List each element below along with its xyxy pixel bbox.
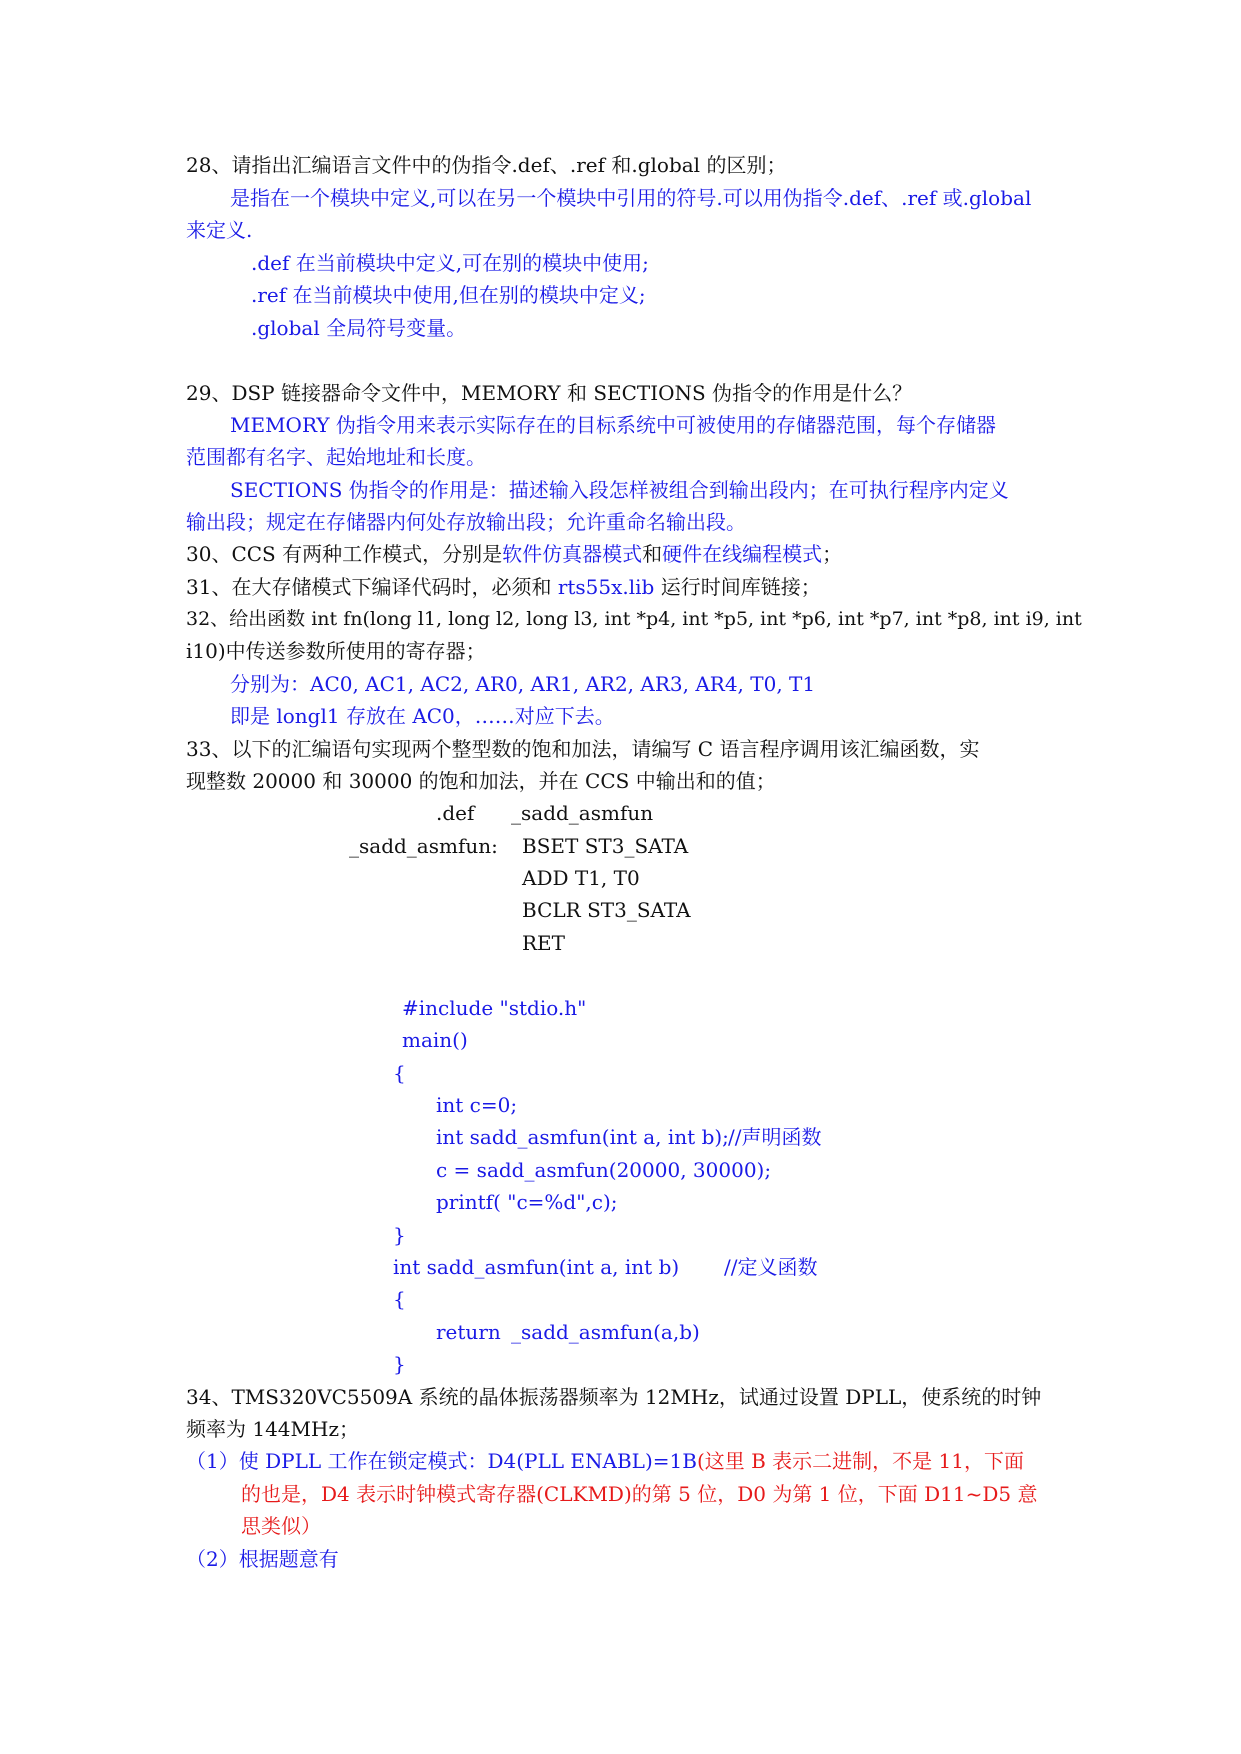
- q29-sections-line1: SECTIONS 伪指令的作用是：描述输入段怎样被组合到输出段内；在可执行程序内定义: [230, 478, 1009, 502]
- c-main: main(): [402, 1028, 468, 1052]
- q34-step1-line2: 的也是，D4 表示时钟模式寄存器(CLKMD)的第 5 位，D0 为第 1 位，下面 D11~D5 意: [241, 1482, 1038, 1506]
- q32-title-line1: 32、给出函数 int fn(long l1, long l2, long l3, int *p4, int *p5, int *p6, int *p7, int *p8, int i9, int: [186, 608, 1082, 630]
- q33-title-line2: 现整数 20000 和 30000 的饱和加法，并在 CCS 中输出和的值；: [186, 769, 776, 793]
- q30-line: [186, 538, 842, 570]
- q30-answer1: 软件仿真器模式: [502, 542, 643, 566]
- q29-memory-line2: 范围都有名字、起始地址和长度。: [186, 445, 486, 469]
- asm-line-bclr: BCLR ST3_SATA: [522, 898, 691, 922]
- asm-line-bset: BSET ST3_SATA: [522, 834, 689, 858]
- q28-answer-line1: 是指在一个模块中定义,可以在另一个模块中引用的符号.可以用伪指令.def、.ref 或.global: [230, 186, 1032, 210]
- q34-step1-line3: 思类似）: [241, 1514, 321, 1538]
- q31-text2: 运行时间库链接；: [660, 575, 821, 599]
- c-main-close-brace: }: [393, 1223, 406, 1247]
- q30-answer2: 硬件在线编程模式: [662, 542, 823, 566]
- q30-text2: 和: [642, 542, 663, 566]
- q32-answer-line1: 分别为：AC0, AC1, AC2, AR0, AR1, AR2, AR3, AR4, T0, T1: [230, 672, 816, 696]
- c-include: #include "stdio.h": [402, 996, 587, 1020]
- q30-text3: ；: [822, 542, 843, 566]
- c-int-declaration: int c=0;: [436, 1093, 518, 1117]
- asm-line-ret: RET: [522, 931, 565, 955]
- c-return-expression: _sadd_asmfun(a,b): [511, 1320, 700, 1344]
- q31-text1: 31、在大存储模式下编译代码时，必须和: [186, 575, 552, 599]
- q28-ref-line: .ref 在当前模块中使用,但在别的模块中定义;: [251, 283, 646, 307]
- q30-text1: 30、CCS 有两种工作模式，分别是: [186, 542, 503, 566]
- asm-line-add: ADD T1, T0: [522, 866, 640, 890]
- asm-def-symbol: _sadd_asmfun: [511, 801, 654, 825]
- c-printf: printf( "c=%d",c);: [436, 1190, 618, 1214]
- c-function-definition: int sadd_asmfun(int a, int b): [393, 1255, 680, 1279]
- q28-def-line: .def 在当前模块中定义,可在别的模块中使用;: [251, 251, 649, 275]
- q34-step1-line1: [186, 1445, 1024, 1477]
- q29-memory-line1: MEMORY 伪指令用来表示实际存在的目标系统中可被使用的存储器范围，每个存储器: [230, 413, 996, 437]
- c-return-keyword: return: [436, 1320, 501, 1344]
- c-def-close-brace: }: [393, 1352, 406, 1376]
- q31-answer: rts55x.lib: [557, 575, 655, 599]
- q32-title-line2: i10)中传送参数所使用的寄存器；: [186, 639, 486, 663]
- c-function-prototype: int sadd_asmfun(int a, int b);: [436, 1125, 729, 1149]
- asm-def-directive: .def: [436, 801, 475, 825]
- q34-title-line1: 34、TMS320VC5509A 系统的晶体振荡器频率为 12MHz，试通过设置 DPLL，使系统的时钟: [186, 1385, 1042, 1409]
- q29-sections-line2: 输出段；规定在存储器内何处存放输出段；允许重命名输出段。: [186, 510, 746, 534]
- q33-title-line1: 33、以下的汇编语句实现两个整型数的饱和加法，请编写 C 语言程序调用该汇编函数，实: [186, 737, 980, 761]
- c-prototype-comment: //声明函数: [728, 1125, 822, 1149]
- q28-title: 28、请指出汇编语言文件中的伪指令.def、.ref 和.global 的区别；: [186, 153, 787, 177]
- q34-title-line2: 频率为 144MHz；: [186, 1417, 359, 1441]
- q34-step1-blue: （1）使 DPLL 工作在锁定模式：D4(PLL ENABL)=1B: [186, 1449, 697, 1473]
- asm-label: _sadd_asmfun:: [349, 834, 498, 858]
- q31-line: [186, 571, 821, 603]
- q29-title: 29、DSP 链接器命令文件中，MEMORY 和 SECTIONS 伪指令的作用是什么？: [186, 381, 913, 405]
- c-def-open-brace: {: [393, 1287, 406, 1311]
- q32-answer-line2: 即是 longl1 存放在 AC0，……对应下去。: [230, 704, 615, 728]
- q28-global-line: .global 全局符号变量。: [251, 316, 467, 340]
- q34-step2: （2）根据题意有: [186, 1547, 339, 1571]
- c-definition-comment: //定义函数: [724, 1255, 818, 1279]
- c-function-call: c = sadd_asmfun(20000, 30000);: [436, 1158, 772, 1182]
- q34-step1-red: (这里 B 表示二进制，不是 11，下面: [696, 1449, 1024, 1473]
- q28-answer-line2: 来定义.: [186, 218, 253, 242]
- c-main-open-brace: {: [393, 1061, 406, 1085]
